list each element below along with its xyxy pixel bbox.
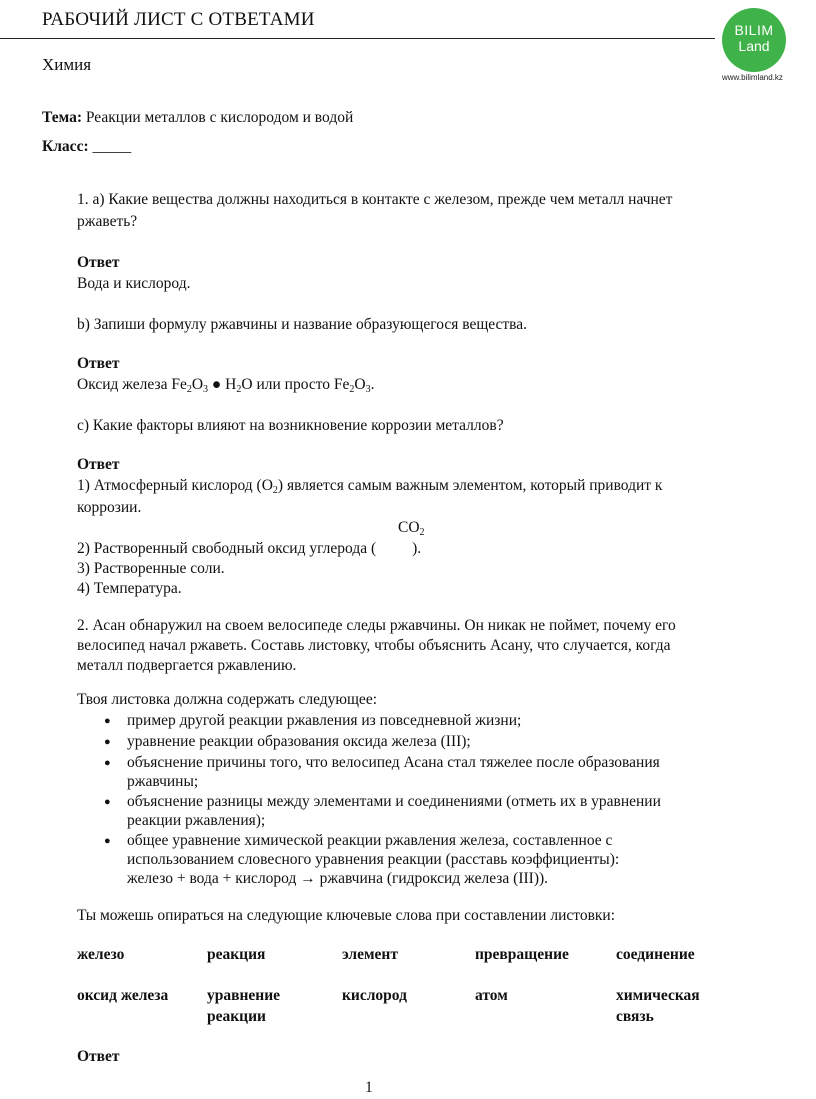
keyword-cont: реакции: [207, 1008, 266, 1025]
q1b-answer-mid: или просто: [252, 376, 334, 393]
q1b-answer-prefix: Оксид железа: [77, 376, 172, 393]
bullet-4: объяснение разницы между элементами и соединениями (отметь их в уравнении: [127, 793, 661, 810]
keyword: реакция: [207, 946, 266, 963]
q2-line-3: металл подвергается ржавлению.: [77, 657, 297, 674]
q1c-item-2: 2) Растворенный свободный оксид углерода ( ).: [77, 540, 422, 557]
logo-line-2: Land: [738, 38, 770, 54]
q1c-item-1: 1) Атмосферный кислород $(O_2)$ является самым важным элементом, который приводит к: [77, 477, 663, 496]
bullet-5-cont: использованием словесного уравнения реакции (расставь коэффициенты):: [127, 851, 620, 868]
q2-answer-label: Ответ: [77, 1048, 120, 1065]
q1b-answer: Оксид железа $Fe_2O_3$ ● $H_2O$ или просто $Fe_2O_3$.: [77, 376, 375, 395]
formula-co2: $CO_2$: [398, 519, 425, 538]
logo-line-1: BILIM: [734, 22, 774, 38]
bullet-glyph: ●: [104, 736, 111, 748]
q1b-question: b) Запиши формулу ржавчины и название образующегося вещества.: [77, 316, 528, 333]
q1a-line-1: 1. a) Какие вещества должны находиться в контакте с железом, прежде чем металл начнет: [77, 191, 673, 208]
topic-label: Тема:: [42, 109, 82, 126]
formula-iron-oxide: $Fe_2O_3$: [333, 376, 371, 395]
class-value: _____: [92, 138, 132, 155]
q1c-item-1-cont: коррозии.: [77, 499, 142, 516]
bullet-glyph: ●: [104, 835, 111, 847]
keyword: превращение: [475, 946, 569, 963]
q1a-line-2: ржаветь?: [77, 213, 138, 230]
bullet-glyph: ●: [104, 757, 111, 769]
bullet-2: уравнение реакции образования оксида железа (III);: [127, 733, 471, 750]
keyword: железо: [77, 946, 125, 963]
q1c-answer-label: Ответ: [77, 456, 120, 473]
q1a-answer-label: Ответ: [77, 254, 120, 271]
q1a-answer: Вода и кислород.: [77, 275, 191, 292]
header-divider: [0, 38, 715, 39]
topic-value: Реакции металлов с кислородом и водой: [85, 109, 354, 126]
class-line: [42, 137, 131, 157]
bullet-glyph: ●: [104, 715, 111, 727]
keyword-cont: связь: [616, 1008, 654, 1025]
keyword: химическая: [616, 987, 700, 1004]
bilimland-logo: [722, 8, 786, 72]
bullet-4-cont: реакции ржавления);: [127, 812, 266, 829]
subject-title: Химия: [42, 55, 92, 74]
worksheet-title: РАБОЧИЙ ЛИСТ С ОТВЕТАМИ: [42, 9, 315, 30]
bullet-3: объяснение причины того, что велосипед Асана стал тяжелее после образования: [127, 754, 660, 771]
q2-line-2: велосипед начал ржаветь. Составь листовку, чтобы объяснить Асану, что случается, когда: [77, 637, 671, 654]
website-url: www.bilimland.kz: [722, 73, 783, 82]
q1b-answer-label: Ответ: [77, 355, 120, 372]
bullet-3-cont: ржавчины;: [127, 773, 199, 790]
topic-line: [42, 108, 353, 128]
q1c-item-3: 3) Растворенные соли.: [77, 560, 225, 577]
keyword: соединение: [616, 946, 695, 963]
formula-rust-full: $Fe_2O_3$ ● $H_2O$: [171, 376, 253, 395]
keyword: элемент: [342, 946, 398, 963]
class-label: Класс:: [42, 138, 89, 155]
keyword: оксид железа: [77, 987, 169, 1004]
formula-oxygen: $O_2$: [261, 477, 278, 496]
keyword: кислород: [342, 987, 407, 1004]
bullet-1: пример другой реакции ржавления из повседневной жизни;: [127, 712, 522, 729]
bullet-glyph: ●: [104, 796, 111, 808]
bullet-5-equation: железо + вода + кислород → ржавчина (гидроксид железа (III)).: [127, 870, 549, 887]
q1c-item-4: 4) Температура.: [77, 580, 182, 597]
keyword: уравнение: [207, 987, 281, 1004]
q1c-question: c) Какие факторы влияют на возникновение коррозии металлов?: [77, 417, 504, 434]
q2-intro: Твоя листовка должна содержать следующее:: [77, 691, 378, 708]
bullet-5: общее уравнение химической реакции ржавления железа, составленное с: [127, 832, 613, 849]
keyword: атом: [475, 987, 508, 1004]
q2-line-1: 2. Асан обнаружил на своем велосипеде следы ржавчины. Он никак не поймет, почему его: [77, 617, 676, 634]
page-number: 1: [365, 1079, 373, 1096]
keywords-intro: Ты можешь опираться на следующие ключевые слова при составлении листовки:: [77, 907, 616, 924]
